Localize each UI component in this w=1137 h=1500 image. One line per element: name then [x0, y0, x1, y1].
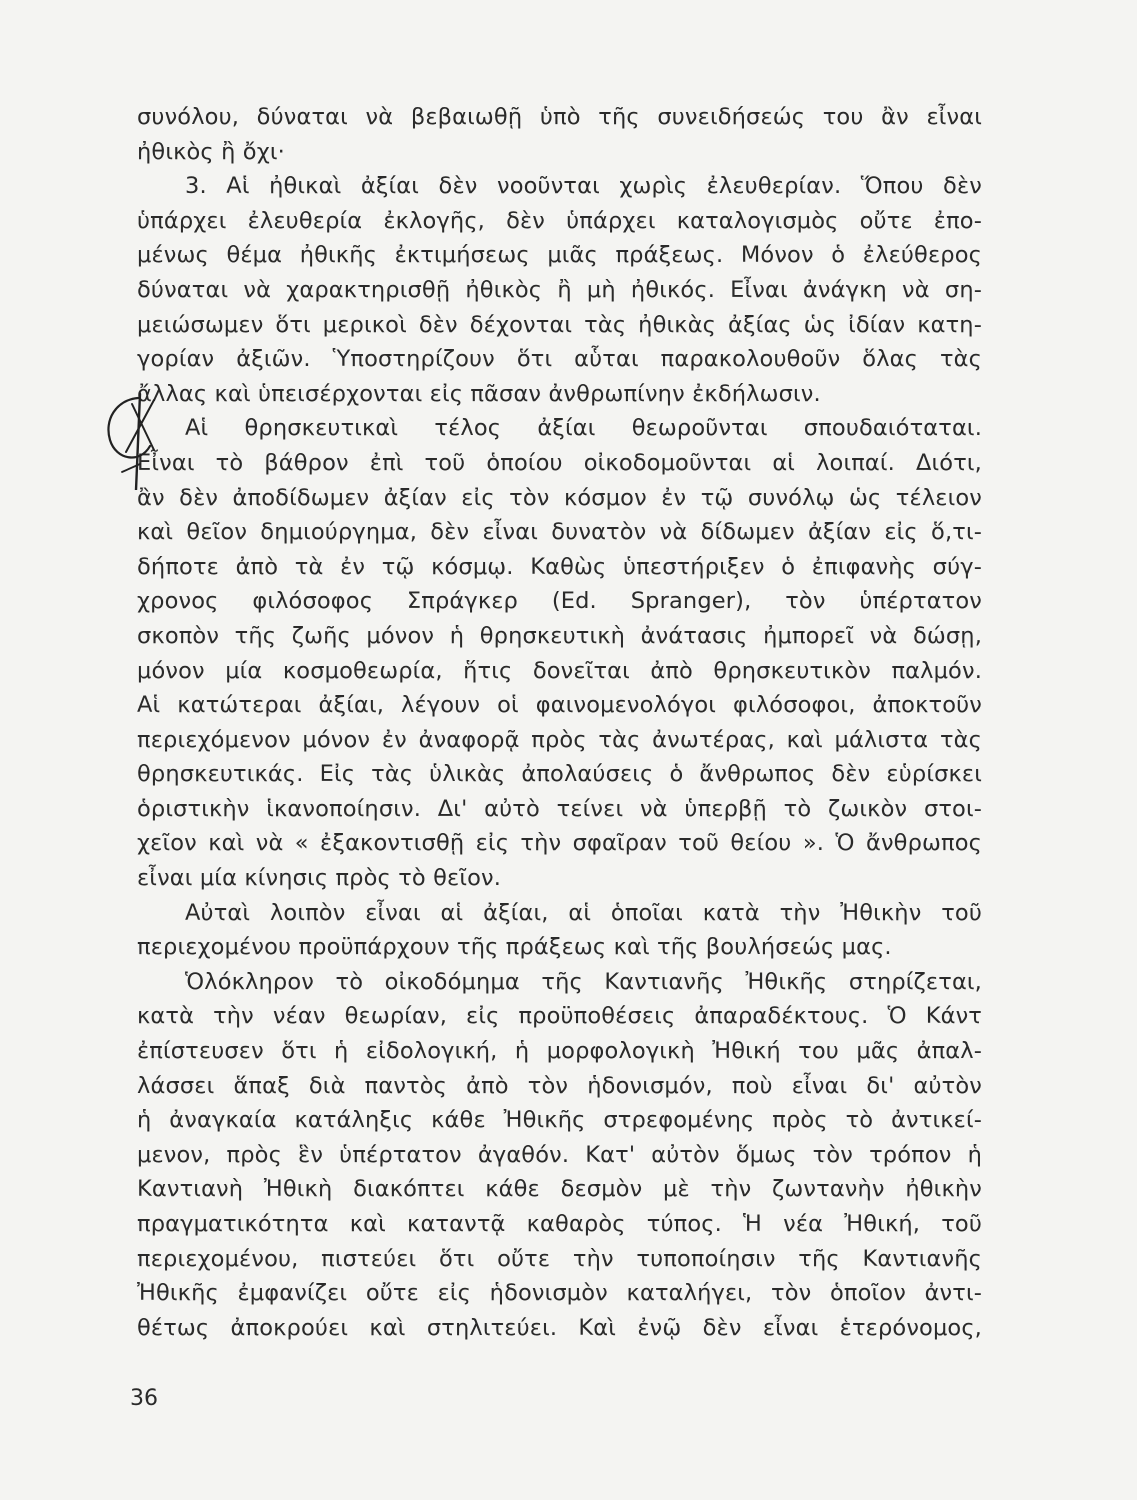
text-line: μειώσωμεν ὅτι μερικοὶ δὲν δέχονται τὰς ἠθικὰς ἀξίας ὡς ἰδίαν κατη-	[137, 311, 982, 338]
text-line: ἄλλας καὶ ὑπεισέρχονται εἰς πᾶσαν ἀνθρωπίνην ἐκδήλωσιν.	[137, 380, 821, 407]
text-line: Αὐταὶ λοιπὸν εἶναι αἱ ἀξίαι, αἱ ὁποῖαι κατὰ τὴν Ἠθικὴν τοῦ	[185, 899, 982, 926]
text-line: ὁριστικὴν ἱκανοποίησιν. Δι' αὐτὸ τείνει νὰ ὑπερβῇ τὸ ζωικὸν στοι-	[137, 795, 982, 822]
text-line: εἶναι μία κίνησις πρὸς τὸ θεῖον.	[137, 865, 502, 892]
text-line: σκοπὸν τῆς ζωῆς μόνον ἡ θρησκευτικὴ ἀνάτασις ἠμπορεῖ νὰ δώσῃ,	[137, 622, 982, 649]
text-line: θρησκευτικάς. Εἰς τὰς ὑλικὰς ἀπολαύσεις ὁ ἄνθρωπος δὲν εὑρίσκει	[137, 761, 982, 788]
text-line: ἂν δὲν ἀποδίδωμεν ἀξίαν εἰς τὸν κόσμον ἐν τῷ συνόλῳ ὡς τέλειον	[137, 484, 982, 511]
text-line: χεῖον καὶ νὰ « ἐξακοντισθῇ εἰς τὴν σφαῖραν τοῦ θείου ». Ὁ ἄνθρωπος	[137, 830, 982, 857]
text-line: περιεχόμενον μόνον ἐν ἀναφορᾷ πρὸς τὰς ἀνωτέρας, καὶ μάλιστα τὰς	[137, 726, 982, 753]
handwritten-margin-mark-icon	[96, 380, 186, 490]
text-line: Εἶναι τὸ βάθρον ἐπὶ τοῦ ὁποίου οἰκοδομοῦνται αἱ λοιπαί. Διότι,	[137, 449, 982, 476]
text-line: δήποτε ἀπὸ τὰ ἐν τῷ κόσμῳ. Καθὼς ὑπεστήριξεν ὁ ἐπιφανὴς σύγ-	[137, 553, 982, 580]
text-line: 3. Αἱ ἠθικαὶ ἀξίαι δὲν νοοῦνται χωρὶς ἐλευθερίαν. Ὅπου δὲν	[185, 173, 982, 200]
text-line: καὶ θεῖον δημιούργημα, δὲν εἶναι δυνατὸν νὰ δίδωμεν ἀξίαν εἰς ὅ,τι-	[137, 519, 982, 546]
text-line: περιεχομένου προϋπάρχουν τῆς πράξεως καὶ τῆς βουλήσεώς μας.	[137, 934, 892, 961]
text-line: Ὁλόκληρον τὸ οἰκοδόμημα τῆς Καντιανῆς Ἠθικῆς στηρίζεται,	[185, 968, 982, 995]
page-body-text	[137, 100, 982, 1345]
text-line: Αἱ θρησκευτικαὶ τέλος ἀξίαι θεωροῦνται σπουδαιόταται.	[185, 415, 982, 442]
text-line: συνόλου, δύναται νὰ βεβαιωθῇ ὑπὸ τῆς συνειδήσεώς του ἂν εἶναι	[137, 104, 982, 130]
text-line: λάσσει ἅπαξ διὰ παντὸς ἀπὸ τὸν ἡδονισμόν, ποὺ εἶναι δι' αὐτὸν	[137, 1072, 982, 1099]
text-line: Καντιανὴ Ἠθικὴ διακόπτει κάθε δεσμὸν μὲ τὴν ζωντανὴν ἠθικὴν	[137, 1176, 982, 1203]
text-line: ἐπίστευσεν ὅτι ἡ εἰδολογική, ἡ μορφολογικὴ Ἠθική του μᾶς ἀπαλ-	[137, 1038, 982, 1065]
text-line: μόνον μία κοσμοθεωρία, ἥτις δονεῖται ἀπὸ θρησκευτικὸν παλμόν.	[137, 657, 982, 684]
text-line: δύναται νὰ χαρακτηρισθῇ ἠθικὸς ἢ μὴ ἠθικός. Εἶναι ἀνάγκη νὰ ση-	[137, 276, 982, 303]
text-line: Ἠθικῆς ἐμφανίζει οὔτε εἰς ἡδονισμὸν καταλήγει, τὸν ὁποῖον ἀντι-	[137, 1280, 982, 1307]
text-line: γορίαν ἀξιῶν. Ὑποστηρίζουν ὅτι αὗται παρακολουθοῦν ὅλας τὰς	[137, 346, 982, 373]
text-line: ἠθικὸς ἢ ὄχι·	[137, 138, 285, 165]
text-line: χρονος φιλόσοφος Σπράγκερ (Ed. Spranger), τὸν ὑπέρτατον	[137, 588, 982, 615]
page-number: 36	[130, 1386, 158, 1411]
text-line: ὑπάρχει ἐλευθερία ἐκλογῆς, δὲν ὑπάρχει καταλογισμὸς οὔτε ἐπο-	[137, 207, 982, 234]
text-line: περιεχομένου, πιστεύει ὅτι οὔτε τὴν τυποποίησιν τῆς Καντιανῆς	[137, 1245, 982, 1272]
text-line: πραγματικότητα καὶ καταντᾷ καθαρὸς τύπος. Ἡ νέα Ἠθική, τοῦ	[137, 1211, 982, 1237]
text-line: Αἱ κατώτεραι ἀξίαι, λέγουν οἱ φαινομενολόγοι φιλόσοφοι, ἀποκτοῦν	[137, 692, 982, 719]
text-line: μενον, πρὸς ἓν ὑπέρτατον ἀγαθόν. Κατ' αὐτὸν ὅμως τὸν τρόπον ἡ	[137, 1141, 982, 1168]
text-line: ἡ ἀναγκαία κατάληξις κάθε Ἠθικῆς στρεφομένης πρὸς τὸ ἀντικεί-	[137, 1107, 982, 1134]
text-line: κατὰ τὴν νέαν θεωρίαν, εἰς προϋποθέσεις ἀπαραδέκτους. Ὁ Κάντ	[137, 1003, 982, 1030]
text-line: θέτως ἀποκρούει καὶ στηλιτεύει. Καὶ ἐνῷ δὲν εἶναι ἑτερόνομος,	[137, 1314, 982, 1341]
text-line: μένως θέμα ἠθικῆς ἐκτιμήσεως μιᾶς πράξεως. Μόνον ὁ ἐλεύθερος	[137, 242, 982, 269]
